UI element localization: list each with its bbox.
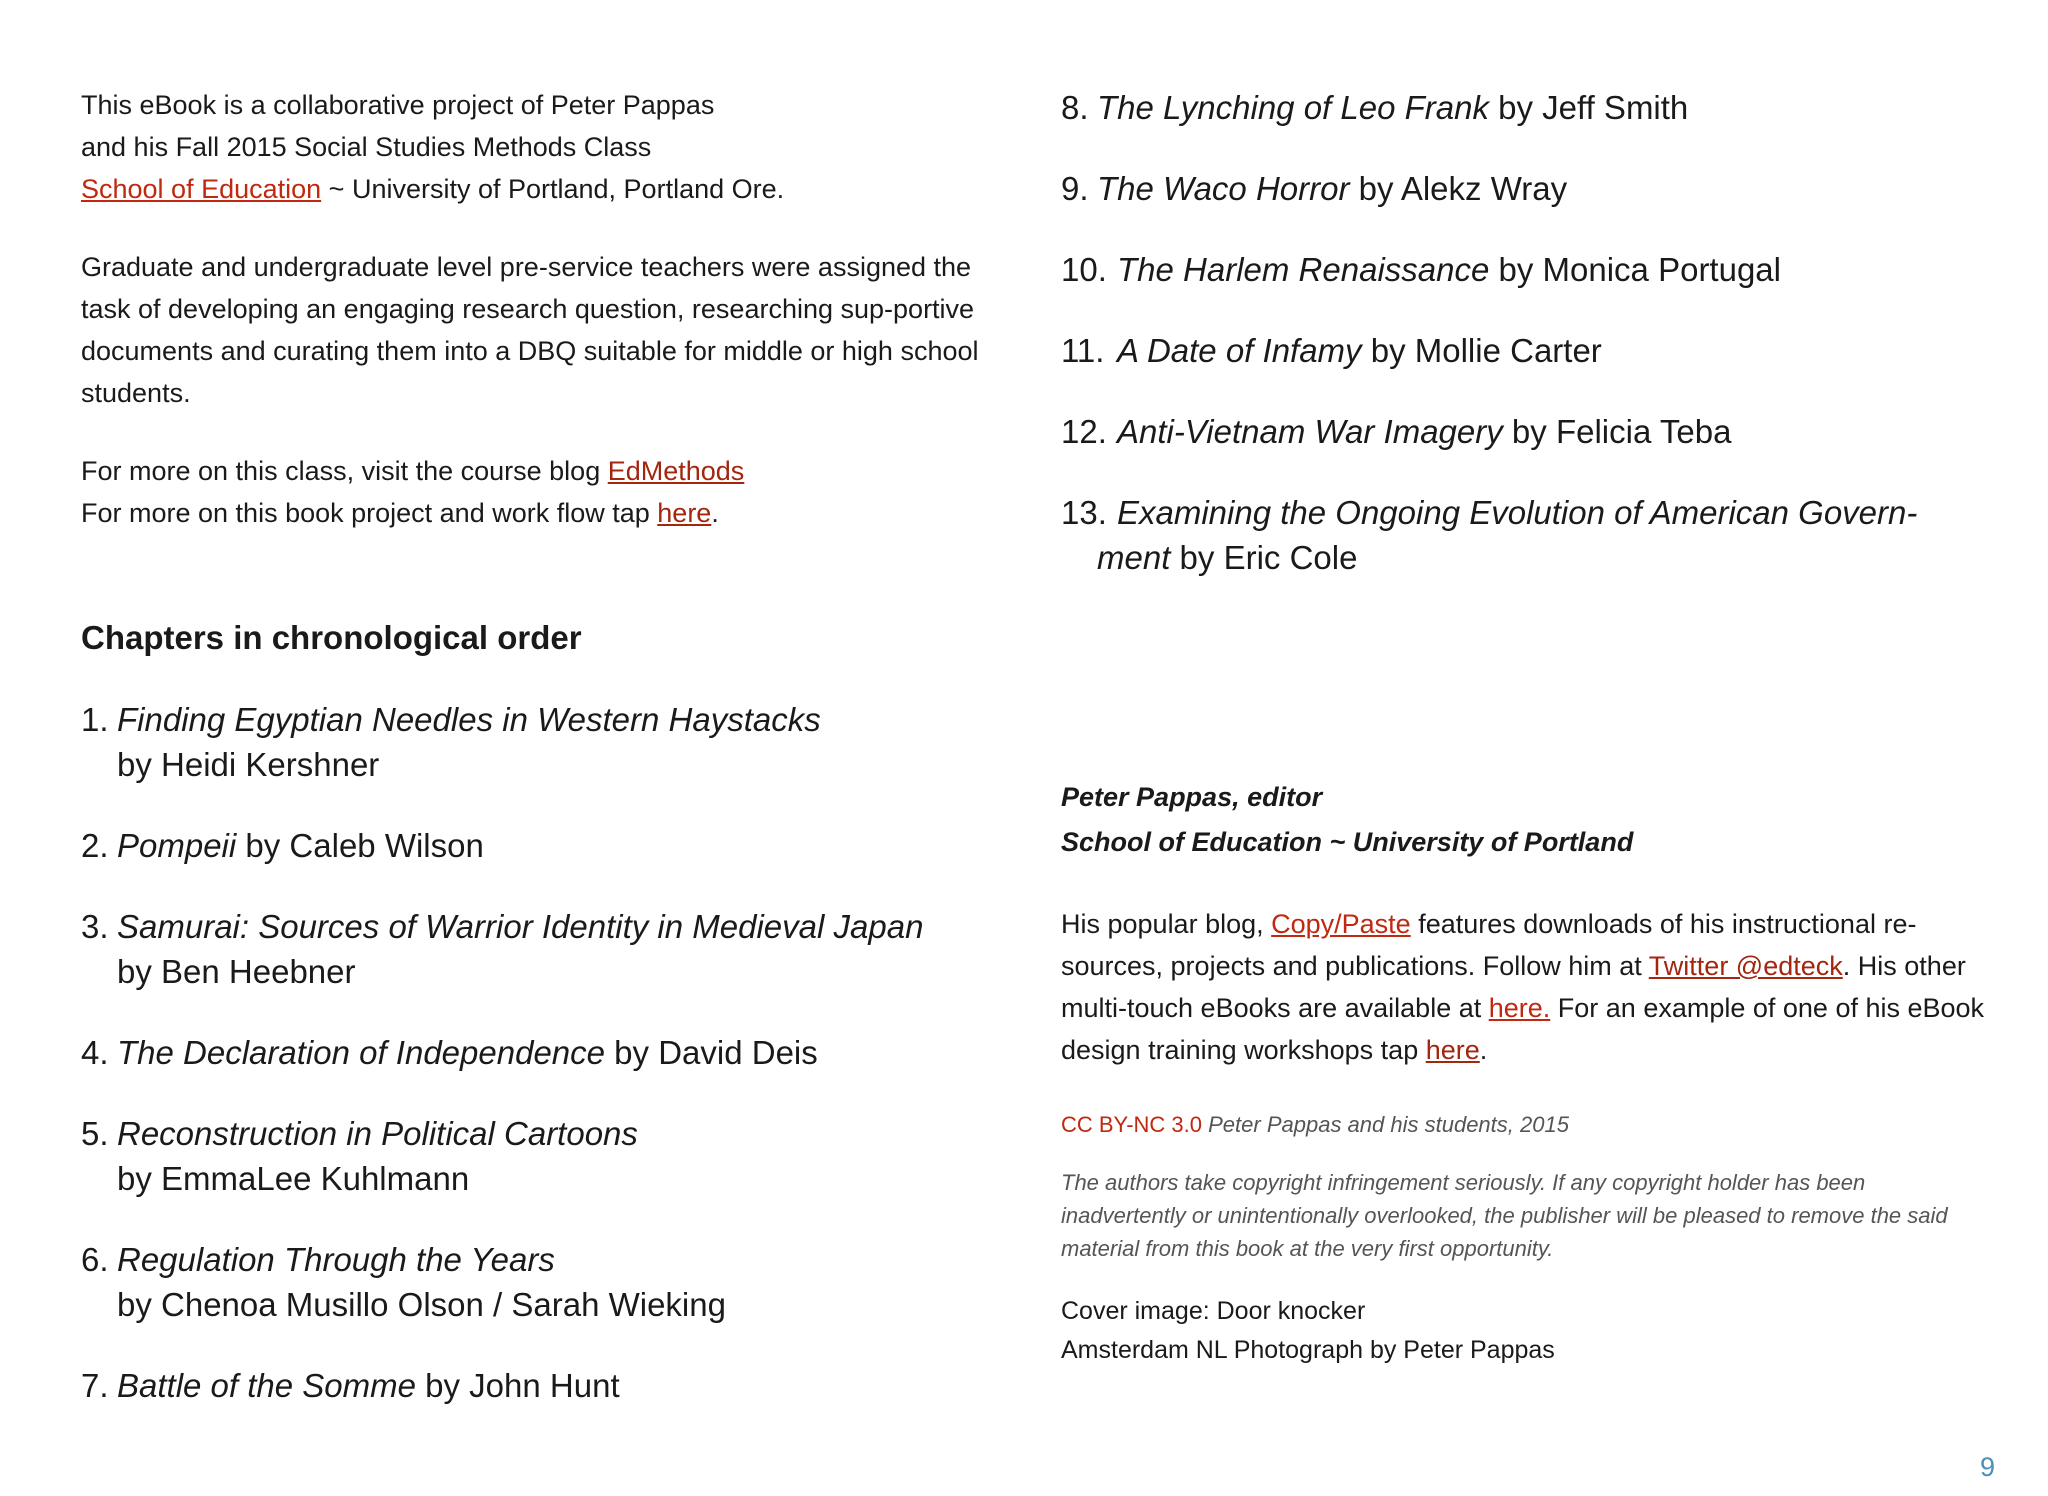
chapter-1[interactable] (81, 697, 1011, 787)
intro-line-3 (81, 168, 1011, 210)
ebooks-here-link[interactable]: here. (1488, 993, 1551, 1023)
chapter-author: by Alekz Wray (1349, 170, 1568, 207)
editor-bio (1061, 903, 1991, 1071)
chapter-title: The Waco Horror (1097, 170, 1350, 207)
course-links-paragraph (81, 450, 1011, 534)
workshop-here-link[interactable]: here (1425, 1035, 1480, 1065)
bio-text-5: . (1479, 1035, 1488, 1065)
chapter-title-continued: ment (1097, 539, 1171, 576)
chapter-author: by Mollie Carter (1361, 332, 1602, 369)
twitter-link[interactable]: Twitter @edteck (1648, 951, 1843, 981)
chapter-author: by David Deis (605, 1034, 818, 1071)
project-line (81, 492, 1011, 534)
copy-paste-link[interactable]: Copy/Paste (1271, 909, 1411, 939)
project-suffix: . (711, 498, 719, 528)
intro-paragraph (81, 84, 1011, 210)
chapter-author: by Heidi Kershner (117, 746, 380, 783)
school-of-education-link[interactable]: School of Education (81, 174, 322, 204)
assignment-paragraph: Graduate and undergraduate level pre-service teachers were assigned the task of developing an engaging research question, researching sup-portive documents and curating them into a DBQ suitable for middle or high school students. (81, 252, 979, 408)
cover-image-credit (1061, 1292, 1555, 1370)
chapter-number: 9. (1061, 170, 1089, 207)
chapter-author: by Caleb Wilson (236, 827, 484, 864)
chapter-number: 10. (1061, 251, 1107, 288)
chapter-4[interactable] (81, 1030, 1011, 1075)
cc-license-badge: CC BY-NC 3.0 (1061, 1112, 1203, 1137)
chapter-5[interactable] (81, 1111, 1011, 1201)
chapter-number: 4. (81, 1034, 109, 1071)
chapter-title: Examining the Ongoing Evolution of American Govern- (1117, 494, 1918, 531)
project-here-link[interactable]: here (657, 498, 712, 528)
chapter-title: Battle of the Somme (117, 1367, 416, 1404)
chapter-title: The Lynching of Leo Frank (1097, 89, 1489, 126)
bio-text-1: His popular blog, (1061, 909, 1272, 939)
cover-line-2: Amsterdam NL Photograph by Peter Pappas (1061, 1336, 1555, 1364)
chapter-number: 11. (1061, 332, 1105, 369)
license-owner: Peter Pappas and his students, 2015 (1202, 1112, 1569, 1137)
project-prefix: For more on this book project and work flow tap (81, 498, 658, 528)
chapter-title: A Date of Infamy (1117, 332, 1362, 369)
chapter-author: by Ben Heebner (117, 953, 356, 990)
chapter-author: by Eric Cole (1170, 539, 1358, 576)
chapter-9[interactable] (1061, 166, 1991, 211)
chapter-number: 8. (1061, 89, 1089, 126)
bio-text-4: For an example of one of his eBook design training workshops tap (1061, 993, 1985, 1065)
chapter-12[interactable] (1061, 409, 1991, 454)
edmethods-link[interactable]: EdMethods (607, 456, 745, 486)
chapter-author: by Monica Portugal (1489, 251, 1781, 288)
bio-text-3: . His other multi-touch eBooks are available at (1061, 951, 1966, 1023)
chapter-11[interactable] (1061, 328, 1991, 373)
chapter-6[interactable] (81, 1237, 1011, 1327)
blog-prefix: For more on this class, visit the course blog (81, 456, 608, 486)
chapter-author: by John Hunt (415, 1367, 620, 1404)
chapter-13[interactable] (1061, 490, 1991, 580)
chapter-10[interactable] (1061, 247, 1991, 292)
bio-text-2: features downloads of his instructional re-sources, projects and publications. Follow him at (1061, 909, 1917, 981)
editor-name: Peter Pappas, editor (1061, 782, 1323, 812)
chapter-number: 3. (81, 908, 109, 945)
chapter-author: by Jeff Smith (1488, 89, 1689, 126)
chapter-3[interactable] (81, 904, 1011, 994)
chapter-number: 5. (81, 1115, 109, 1152)
chapter-8[interactable] (1061, 85, 1991, 130)
chapters-heading: Chapters in chronological order (81, 619, 582, 656)
intro-line-3-rest: ~ University of Portland, Portland Ore. (321, 174, 785, 204)
chapter-author: by Chenoa Musillo Olson / Sarah Wieking (117, 1286, 726, 1323)
chapter-13-line-2 (1061, 535, 1991, 580)
chapter-number: 13. (1061, 494, 1107, 531)
intro-line-2: and his Fall 2015 Social Studies Methods Class (81, 132, 652, 162)
intro-line-1: This eBook is a collaborative project of Peter Pappas (81, 90, 715, 120)
chapter-title: The Declaration of Independence (117, 1034, 606, 1071)
license-line (1061, 1112, 1569, 1138)
chapter-title: Anti-Vietnam War Imagery (1117, 413, 1503, 450)
editor-affiliation: School of Education ~ University of Portland (1061, 827, 1634, 857)
chapter-title: Finding Egyptian Needles in Western Haystacks (117, 701, 821, 738)
chapter-title: Samurai: Sources of Warrior Identity in Medieval Japan (117, 908, 924, 945)
chapter-2[interactable] (81, 823, 1011, 868)
cover-line-1: Cover image: Door knocker (1061, 1297, 1366, 1325)
chapter-number: 12. (1061, 413, 1107, 450)
copyright-disclaimer: The authors take copyright infringement seriously. If any copyright holder has been inadvertently or unintentionally overlooked, the publisher will be pleased to remove the said material from this book at the very first opportunity. (1061, 1170, 1948, 1261)
chapter-number: 7. (81, 1367, 109, 1404)
chapter-title: Reconstruction in Political Cartoons (117, 1115, 638, 1152)
blog-line (81, 450, 1011, 492)
chapter-number: 1. (81, 701, 109, 738)
chapter-title: The Harlem Renaissance (1117, 251, 1490, 288)
chapter-author: by Felicia Teba (1502, 413, 1732, 450)
chapter-number: 2. (81, 827, 109, 864)
chapter-title: Regulation Through the Years (117, 1241, 555, 1278)
page-number: 9 (1979, 1452, 1995, 1482)
chapter-number: 6. (81, 1241, 109, 1278)
chapter-7[interactable] (81, 1363, 1011, 1408)
chapter-title: Pompeii (117, 827, 237, 864)
chapter-author: by EmmaLee Kuhlmann (117, 1160, 470, 1197)
